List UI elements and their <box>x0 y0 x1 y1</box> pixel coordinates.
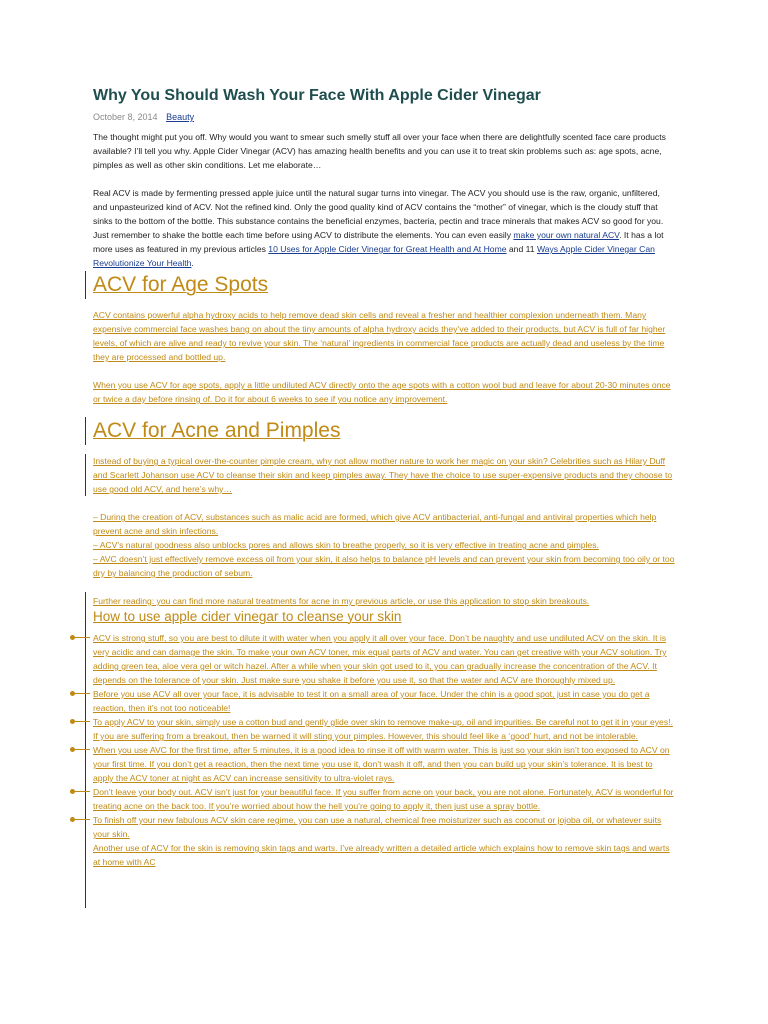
tip-item <box>93 687 675 715</box>
tip-item <box>93 715 675 743</box>
bullet-icon <box>70 719 75 724</box>
acne-paragraph-1 <box>93 454 675 496</box>
tip-text: ACV is strong stuff, so you are best to dilute it with water when you apply it all over your face. Don’t be naughty and use undiluted ACV on the skin. It is very acidic and can damage the skin. To make your own ACV toner, mix equal parts of ACV and water. You can get creative with your ACV solution. Try adding green tea, aloe vera gel or witch hazel. After a while when your skin got used to it, you can gradually increase the concentration of the ACV. It depends on the tolerance of your skin. Just make sure you shake it before you use it, so that the water and ACV are thoroughly mixed up. <box>93 633 667 685</box>
tip-item <box>93 785 675 813</box>
tip-item <box>93 743 675 785</box>
age-spots-text-1: ACV contains powerful alpha hydroxy acids to help remove dead skin cells and reveal a fresher and healthier complexion underneath them. Many expensive commercial face washes bang on about the tiny amounts of alpha hydroxy acids they’ve added to their products, but ACV is full of far higher levels, of which are alive and ready to revive your skin. The ‘natural’ ingredients in commercial face products are actually dead and useless by the time they are processed and bottled up. <box>93 310 666 362</box>
ten-uses-link[interactable]: 10 Uses for Apple Cider Vinegar for Great Health and At Home <box>268 244 507 254</box>
article-date: October 8, 2014 <box>93 112 158 122</box>
skin-tags-text: Another use of ACV for the skin is removing skin tags and warts. I’ve already written a detailed article which explains how to remove skin tags and warts at home with AC <box>93 843 670 867</box>
tip-text: To finish off your new fabulous ACV skin care regime, you can use a natural, chemical free moisturizer such as coconut or jojoba oil, or whatever suits your skin. <box>93 815 662 839</box>
tip-text: To apply ACV to your skin, simply use a cotton bud and gently glide over skin to remove make-up, oil and impurities. Be careful not to get it in your eyes!. If you are suffering from a breakout, then be warned it will sting your pimples. However, this should feel like a ‘good’ hurt, and not be intolerable. <box>93 717 673 741</box>
tip-item <box>93 631 675 687</box>
further-reading-text: Further reading: you can find more natural treatments for acne in my previous article, or use this application to stop skin breakouts. <box>93 596 590 606</box>
tip-text: When you use AVC for the first time, after 5 minutes, it is a good idea to rinse it off with warm water. This is just so your skin isn’t too exposed to ACV on your first time. If you don’t get a reaction, then the next time you use it, don’t wash it off, and then you can build up your skin’s tolerance. It is best to apply the ACV toner at night as ACV can increase sensitivity to ultra-violet rays. <box>93 745 670 783</box>
section-marker <box>85 271 86 299</box>
age-spots-paragraph-1 <box>93 308 675 364</box>
body-text-2: . It has a lot more uses as featured in my previous articles <box>93 230 664 254</box>
bullet-icon <box>70 635 75 640</box>
article <box>93 86 675 869</box>
body-text-1: Real ACV is made by fermenting pressed apple juice until the natural sugar turns into vinegar. The ACV you should use is the raw, organic, unfiltered, and unpasteurized kind of ACV. Not the refined kind. Only the good quality kind of ACV contains the “mother” of vinegar, which is the cloudy stuff that sinks to the bottom of the bottle. This substance contains the beneficial enzymes, bacteria, pectin and trace minerals that makes ACV so good for you. Just remember to shake the bottle each time before using ACV to distribute the elements. You can even easily <box>93 188 664 240</box>
natural-acv-link[interactable]: make your own natural ACV <box>513 230 620 240</box>
bullet-icon <box>70 789 75 794</box>
article-meta <box>93 111 675 124</box>
acne-point-3-text: – AVC doesn’t just effectively remove excess oil from your skin, it also helps to balance pH levels and can prevent your skin from becoming too oily or too dry by balancing the production of sebum. <box>93 554 675 578</box>
section-marker <box>85 454 86 496</box>
cleanse-heading: How to use apple cider vinegar to cleanse your skin <box>93 609 402 624</box>
tip-text: Don’t leave your body out. ACV isn’t just for your beautiful face. If you suffer from acne on your back, you are not alone. Fortunately, ACV is wonderful for treating acne on the back too. If you’re worried about how the hell you’re going to apply it, then just use a spray bottle. <box>93 787 674 811</box>
acne-heading: ACV for Acne and Pimples <box>93 419 341 442</box>
cleanse-tips-list <box>93 631 675 841</box>
acne-point-2 <box>93 538 675 552</box>
body-paragraph <box>93 186 675 270</box>
age-spots-text-2: When you use ACV for age spots, apply a little undiluted ACV directly onto the age spots with a cotton wool bud and leave for about 20-30 minutes once or twice a day before rinsing of. Do it for about 6 weeks to see if you notice any improvement. <box>93 380 671 404</box>
acne-point-3 <box>93 552 675 580</box>
bullet-icon <box>70 817 75 822</box>
section-marker <box>85 592 86 908</box>
body-text-3: and 11 <box>506 244 537 254</box>
acne-text-1: Instead of buying a typical over-the-counter pimple cream, why not allow mother nature to work her magic on your skin? Celebrities such as Hilary Duff and Scarlett Johanson use ACV to cleanse their skin and keep pimples away. They have the choice to use super-expensive products and they choose to use good old ACV, and here’s why… <box>93 456 673 494</box>
article-title: Why You Should Wash Your Face With Apple Cider Vinegar <box>93 87 541 104</box>
body-text-4: . <box>191 258 194 268</box>
category-link[interactable]: Beauty <box>166 112 195 122</box>
age-spots-section <box>93 271 675 406</box>
tip-text: Before you use ACV all over your face, it is advisable to test it on a small area of your face. Under the chin is a good spot, just in case you do get a reaction, then it’s not too noticeable! <box>93 689 650 713</box>
acne-section <box>93 417 675 869</box>
further-reading <box>93 594 675 608</box>
acne-point-1 <box>93 510 675 538</box>
bullet-icon <box>70 691 75 696</box>
acne-point-1-text: – During the creation of ACV, substances such as malic acid are formed, which give ACV antibacterial, anti-fungal and antiviral properties which help prevent acne and skin infections. <box>93 512 657 536</box>
tip-item <box>93 813 675 841</box>
skin-tags-paragraph <box>93 841 675 869</box>
intro-paragraph: The thought might put you off. Why would you want to smear such smelly stuff all over your face when there are delightfully scented face care products available? I’ll tell you why. Apple Cider Vinegar (ACV) has amazing health benefits and you can use it to treat skin problems such as: age spots, acne, pimples as well as other skin conditions. Let me elaborate… <box>93 132 666 170</box>
section-marker <box>85 417 86 445</box>
age-spots-paragraph-2 <box>93 378 675 406</box>
age-spots-heading: ACV for Age Spots <box>93 273 269 296</box>
acne-point-2-text: – ACV’s natural goodness also unblocks pores and allows skin to breathe properly, so it is very effective in treating acne and pimples. <box>93 540 599 550</box>
bullet-icon <box>70 747 75 752</box>
eleven-ways-link[interactable]: Ways Apple Cider Vinegar Can Revolutionize Your Health <box>93 244 655 268</box>
